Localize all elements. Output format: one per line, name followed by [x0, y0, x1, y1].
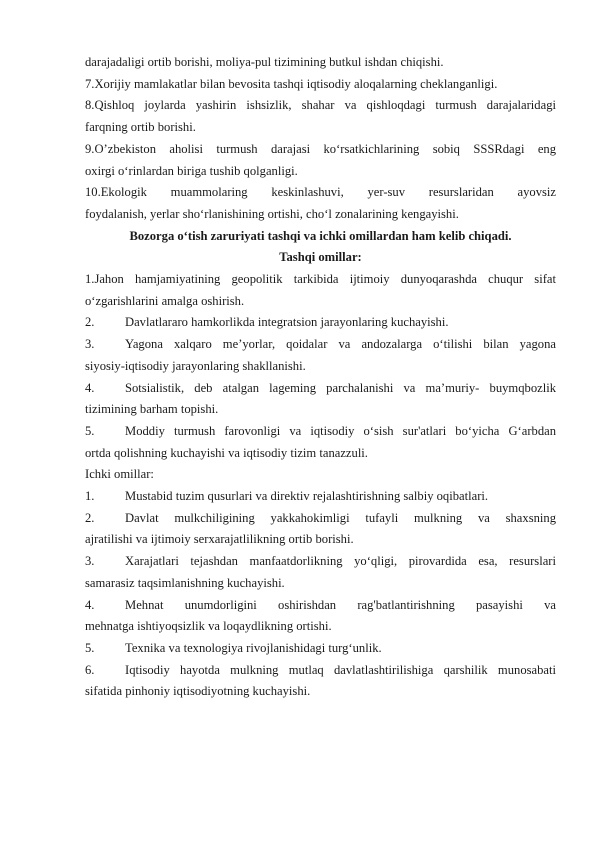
subsection-heading-internal: Ichki omillar: — [85, 467, 154, 482]
text-line: 9.O’zbekiston aholisi turmush darajasi ko‘rsatkichlarining sobiq SSSRdagi eng — [85, 141, 556, 156]
text-line: sifatida pinhoniy iqtisodiyotning kuchayishi. — [85, 684, 311, 699]
list-number: 4. — [85, 597, 95, 612]
text-line: ajratilishi va ijtimoiy serxarajatlilikning ortib borishi. — [85, 532, 354, 547]
text-line: siyosiy-iqtisodiy jarayonlaring shakllanishi. — [85, 358, 306, 373]
list-text: Mehnat unumdorligini oshirishdan rag'batlantirishning pasayishi va — [125, 597, 556, 612]
list-text: Iqtisodiy hayotda mulkning mutlaq davlatlashtirilishiga qarshilik munosabati — [125, 662, 556, 677]
list-text: Mustabid tuzim qusurlari va direktiv rejalashtirishning salbiy oqibatlari. — [125, 489, 489, 504]
list-text: Sotsialistik, deb atalgan lageming parchalanishi va ma’muriy- buymqbozlik — [125, 380, 556, 395]
list-number: 1. — [85, 489, 95, 504]
text-line: mehnatga ishtiyoqsizlik va loqaydlikning ortishi. — [85, 619, 332, 634]
list-item — [85, 486, 556, 508]
list-item — [85, 378, 556, 400]
list-text: Davlatlararo hamkorlikda integratsion jarayonlaring kuchayishi. — [125, 315, 449, 330]
list-number: 5. — [85, 423, 95, 438]
list-item — [85, 508, 556, 530]
list-item — [85, 595, 556, 617]
list-number: 5. — [85, 640, 95, 655]
document-body — [85, 52, 556, 703]
list-number: 3. — [85, 554, 95, 569]
text-line: ortda qolishning kuchayishi va iqtisodiy tizim tanazzuli. — [85, 445, 368, 460]
list-number: 2. — [85, 510, 95, 525]
list-text: Moddiy turmush farovonligi va iqtisodiy o‘sish sur'atlari bo‘yicha G‘arbdan — [125, 423, 556, 438]
list-number: 2. — [85, 315, 95, 330]
list-item — [85, 334, 556, 356]
text-line: samarasiz taqsimlanishning kuchayishi. — [85, 575, 285, 590]
list-item — [85, 660, 556, 682]
list-number: 4. — [85, 380, 95, 395]
list-item — [85, 638, 556, 660]
list-item: 1.Jahon hamjamiyatining geopolitik tarkibida ijtimoiy dunyoqarashda chuqur sifat — [85, 272, 556, 287]
text-line: o‘zgarishlarini amalga oshirish. — [85, 293, 245, 308]
list-item — [85, 312, 556, 334]
subsection-heading-external: Tashqi omillar: — [279, 250, 362, 265]
list-number: 3. — [85, 337, 95, 352]
text-line: 8.Qishloq joylarda yashirin ishsizlik, shahar va qishloqdagi turmush darajalaridagi — [85, 98, 556, 113]
list-item — [85, 421, 556, 443]
text-line: 10.Ekologik muammolaring keskinlashuvi, yer-suv resurslaridan ayovsiz — [85, 185, 556, 200]
text-line: 7.Xorijiy mamlakatlar bilan bevosita tashqi iqtisodiy aloqalarning cheklanganligi. — [85, 76, 498, 91]
text-line: oxirgi o‘rinlardan biriga tushib qolganligi. — [85, 163, 298, 178]
list-text: Davlat mulkchiligining yakkahokimligi tufayli mulkning va shaxsning — [125, 510, 556, 525]
list-number: 6. — [85, 662, 95, 677]
text-line: darajadaligi ortib borishi, moliya-pul tizimining butkul ishdan chiqishi. — [85, 55, 444, 69]
text-line: foydalanish, yerlar sho‘rlanishining ortishi, cho‘l zonalarining kengayishi. — [85, 206, 459, 221]
text-line: farqning ortib borishi. — [85, 120, 196, 135]
section-heading: Bozorga o‘tish zaruriyati tashqi va ichki omillardan ham kelib chiqadi. — [129, 228, 512, 243]
text-line: tizimining barham topishi. — [85, 402, 219, 417]
list-item — [85, 551, 556, 573]
list-text: Yagona xalqaro me’yorlar, qoidalar va andozalarga o‘tilishi bilan yagona — [125, 337, 556, 352]
list-text: Xarajatlari tejashdan manfaatdorlikning yo‘qligi, pirovardida esa, resurslari — [125, 554, 556, 569]
list-text: Texnika va texnologiya rivojlanishidagi turg‘unlik. — [125, 640, 382, 655]
